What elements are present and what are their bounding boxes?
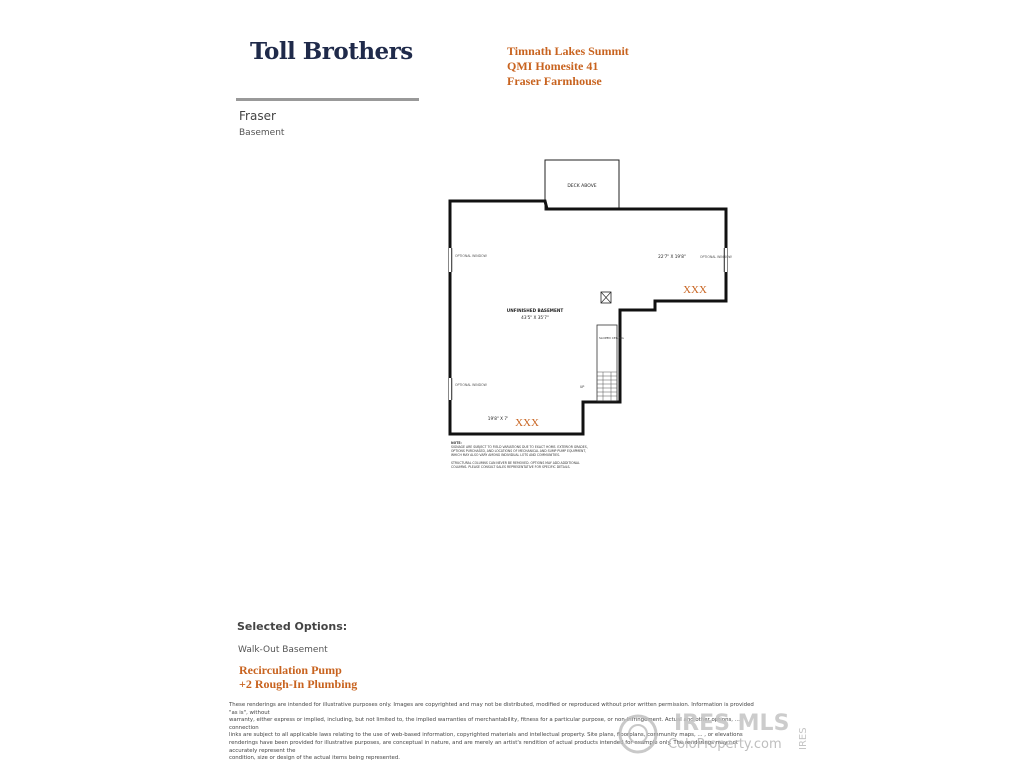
option-item: Walk-Out Basement — [238, 645, 328, 655]
homesite-label: QMI Homesite 41 — [507, 59, 599, 73]
disclaimer-line: These renderings are intended for illustrative purposes only. Images are copyrighted and may not be distributed, modified or reproduced without prior written permission. Information is provided "as is", without — [229, 702, 754, 716]
note-line: COLUMNS. PLEASE CONSULT SALES REPRESENTATIVE FOR SPECIFIC DETAILS. — [451, 465, 571, 469]
basement-floorplan — [440, 155, 740, 485]
disclaimer-line: links are subject to all applicable laws relating to the use of web-based information, copyrighted materials and intellectual property. Site plans, floorplans, community maps, ... , or elevations — [229, 732, 743, 739]
disclaimer-line: renderings have been provided for illustrative purposes, are conceptual in nature, and are merely an artist's rendition of actual products intended for example only. The renderings may not accurately represent the — [229, 739, 738, 754]
note-line: OPTIONS PURCHASED, AND LOCATIONS OF MECHANICAL AND SUMP PUMP EQUIPMENT, — [451, 449, 587, 453]
basement-label: UNFINISHED BASEMENT — [506, 308, 564, 313]
plan-level: Basement — [239, 128, 285, 138]
stair-up-label: UP — [580, 385, 585, 389]
plan-name: Fraser — [239, 109, 276, 123]
selected-options-heading: Selected Options: — [237, 620, 348, 633]
right-room-dims: 22'7" X 19'8" — [658, 254, 686, 259]
floorplan-notes — [451, 441, 588, 469]
elevation-label: Fraser Farmhouse — [507, 74, 602, 88]
watermark-site: ColoProperty.com — [668, 737, 782, 752]
watermark-side-text: IRES — [798, 727, 809, 750]
note-heading: NOTE: — [451, 441, 462, 445]
note-line: SIGNAGE ARE SUBJECT TO FIELD VARIATIONS DUE TO EXACT HOME. EXTERIOR GRADES, — [451, 445, 588, 449]
basement-walls — [450, 201, 726, 434]
watermark-emblem-icon — [620, 716, 656, 752]
optional-window-left-lower: OPTIONAL WINDOW — [455, 383, 487, 387]
optional-window-right: OPTIONAL WINDOW — [700, 255, 732, 259]
deck-label: DECK ABOVE — [567, 184, 597, 189]
added-option: +2 Rough-In Plumbing — [239, 677, 358, 691]
toll-brothers-logo: Toll Brothers — [250, 38, 413, 65]
added-options — [239, 663, 357, 691]
disclaimer-line: warranty, either express or implied, including, but not limited to, the implied warranties of merchantability, fitness for a particular purpose, or non-infringement. Actual and other options, ... connection — [229, 717, 740, 731]
note-line: STRUCTURAL COLUMNS CAN NEVER BE REMOVED. OPTIONS MAY ADD ADDITIONAL — [451, 461, 580, 465]
ires-watermark — [616, 700, 816, 760]
sloped-ceiling-label: SLOPED CEILING — [599, 336, 624, 340]
stair-treads — [597, 372, 617, 396]
added-option: Recirculation Pump — [239, 663, 342, 677]
header-divider — [236, 98, 419, 101]
community-name: Timnath Lakes Summit — [507, 44, 629, 58]
community-info — [507, 44, 629, 89]
note-line: WHICH MAY ALSO VARY AMONG INDIVIDUAL LOTS AND COMMUNITIES. — [451, 453, 561, 457]
disclaimer-line: condition, size or design of the actual items being represented. — [229, 755, 400, 762]
marker-right: XXX — [683, 284, 707, 296]
basement-dims: 43'5" X 35'7" — [521, 315, 549, 320]
watermark-brand: IRES MLS — [674, 711, 790, 736]
lower-left-dims: 19'8" X 7' — [487, 416, 509, 421]
optional-window-left-upper: OPTIONAL WINDOW — [455, 254, 487, 258]
marker-left: XXX — [515, 417, 539, 429]
